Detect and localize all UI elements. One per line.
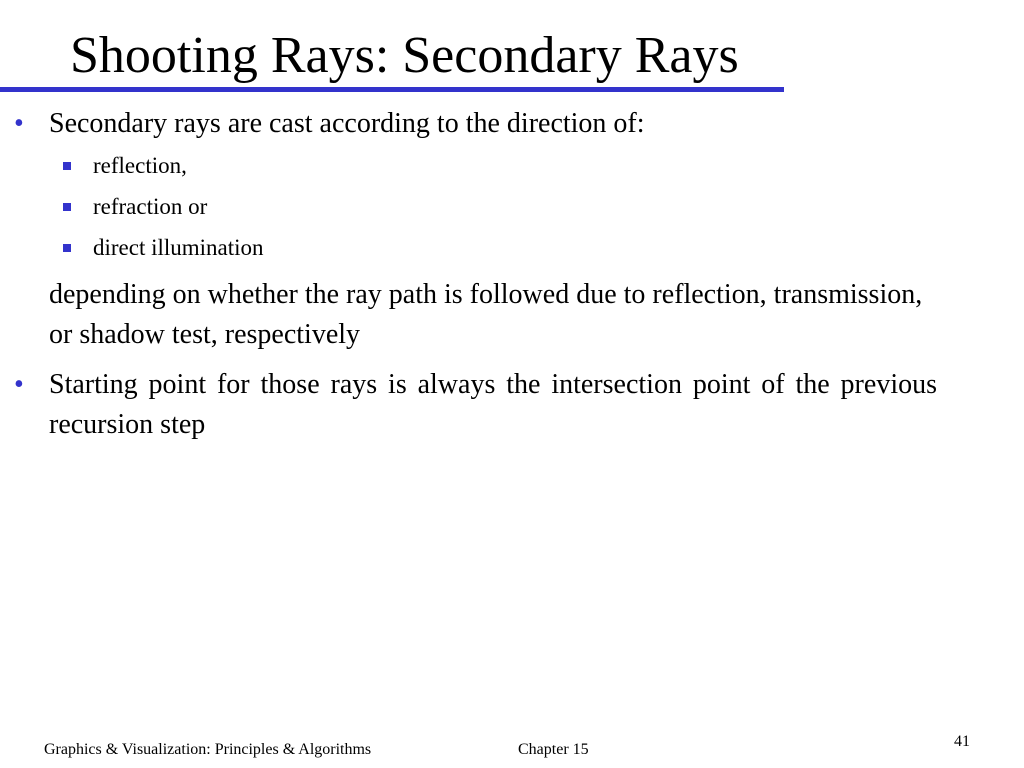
page-number: 41 <box>954 733 970 750</box>
continuation-paragraph: depending on whether the ray path is followed due to reflection, transmission, or shadow test, respectively <box>49 279 923 350</box>
bullet-text-2: Starting point for those rays is always the intersection point of the previous recursion step <box>49 369 937 440</box>
bullet-dot-icon: • <box>14 369 24 400</box>
sub-item-reflection <box>93 150 187 182</box>
sub-item-refraction <box>93 191 207 223</box>
square-bullet-icon <box>63 244 71 252</box>
bullet-dot-icon: • <box>14 108 24 139</box>
bullet-item-2 <box>14 365 937 445</box>
title-underline <box>0 87 784 92</box>
footer-chapter: Chapter 15 <box>518 741 589 758</box>
footer-course-title: Graphics & Visualization: Principles & Algorithms <box>44 741 372 758</box>
sub-item-text: direct illumination <box>93 235 264 260</box>
slide-title: Shooting Rays: Secondary Rays <box>70 27 739 84</box>
sub-item-direct-illumination <box>93 232 264 264</box>
bullet-item-1 <box>14 104 937 144</box>
square-bullet-icon <box>63 203 71 211</box>
sub-item-text: refraction or <box>93 194 208 219</box>
sub-item-text: reflection, <box>93 153 187 178</box>
bullet-text-1: Secondary rays are cast according to the direction of: <box>49 108 645 139</box>
square-bullet-icon <box>63 162 71 170</box>
